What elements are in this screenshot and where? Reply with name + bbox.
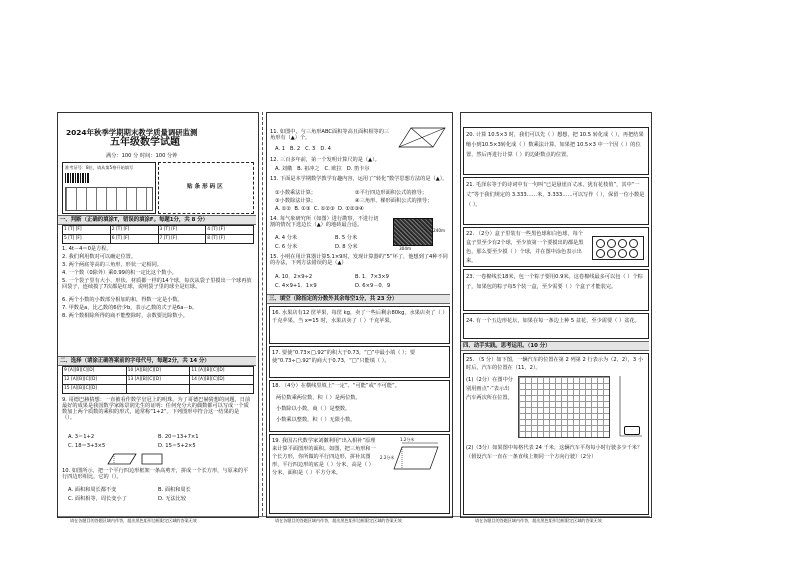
ball-circle[interactable] — [618, 239, 627, 248]
judge-item: 2. 我们利用数对可以确定位置。 — [62, 254, 137, 260]
q15-option-d: D. 6×9－0．9 — [355, 283, 391, 289]
choice-answer-row-3[interactable]: 15 [A][B][C][D] — [62, 384, 254, 394]
question-15: 15. 小明在用计算器计算5.1×9时，发现计算器的“5”坏了，他想到了4种不同的办法，下列方法错误的是（▲） — [270, 254, 448, 266]
q9-option-d: D. 15＝5+2×5 — [158, 443, 196, 449]
q18-answer-box[interactable] — [269, 380, 450, 432]
question-13: 13. 下面是本学期数学教学有趣内容，运用了“转化”数学思想方法的是（▲）。 — [270, 176, 448, 182]
q14-option-c: C. 6 分米 — [275, 244, 298, 250]
sheet2-footer-note: 请在各题目的答题区域内作答，超出黑色矩形边框限定区域的答案无效 — [275, 518, 402, 523]
barcode-area — [158, 162, 254, 214]
ball-circle[interactable] — [629, 249, 638, 258]
question-22: 22. （2分）盒子里装有一些黑色球和白色球，每个盒子里至少有2个球，至少放第一个要摸出的都是黑色，那么要至少摸（ ）个球，并在图中涂色表示出来。 — [466, 231, 584, 264]
q25-part-2: (2)（3分）如果图中每格代表 24 千米，这辆汽车平均每小时行驶多少千米？（假设汽车一直在一条直线上朝同一个方向行驶）（2分） — [466, 445, 643, 460]
q19-answer-box[interactable] — [269, 434, 450, 514]
q18-item-3: 小数乘以整数，积（ ）无限小数。 — [276, 417, 356, 423]
question-14: 14. 每气象研究所（如图）进行勘察，不进行切割的情况下选边长（▲）的地砖最合适。 — [270, 216, 379, 228]
section-fill-header: 三、填空（除指定的分数外其余每空1分，共 23 分） — [267, 294, 450, 304]
q14-photo — [393, 218, 433, 246]
judge-item: 6. 两个小数的小数部分相加的和，得数一定是小数。 — [62, 297, 183, 303]
q24-answer-box[interactable] — [463, 313, 649, 339]
scan-edge-line — [57, 516, 650, 517]
q10-option-b: B. 面积和周长 — [158, 487, 191, 493]
q17-answer-box[interactable] — [269, 346, 450, 378]
q16-answer-box[interactable] — [269, 306, 450, 344]
section-choice-header: 二、选择（请涂正确答案前的字母代号，每题2分，共 14 分） — [58, 356, 256, 366]
judge-item: 3. 两个两底等高的三角形，形状一定相同。 — [62, 262, 162, 268]
section-judge-header: 一、判断（正确的填涂T，错误的填涂F。每题1分，共 8 分） — [58, 215, 256, 225]
q13-item-1: ①小数乘法计算； — [275, 190, 316, 196]
ball-circle[interactable] — [629, 239, 638, 248]
q9-option-a: A. 3＝1+2 — [68, 434, 95, 440]
q13-item-2: ②平行四边形面积公式的推导； — [355, 190, 428, 196]
q12-option-a: A. 刘徽 — [275, 166, 293, 172]
q15-option-b: B. 1．7×3×9 — [355, 274, 389, 280]
q18-item-1: 两位数乘两位数，积（ ）是两位数。 — [276, 395, 361, 401]
q11-options — [275, 146, 331, 152]
q13-options — [275, 206, 364, 212]
q14-photo-height: 240m — [433, 228, 446, 233]
exam-number-grid — [65, 187, 153, 211]
q11-option-d: D. 4 — [320, 146, 331, 152]
exam-subtitle: 五年级数学试题 — [110, 137, 180, 148]
exam-number-barcode — [65, 173, 89, 183]
judge-item: 1. 4t－4＝0是方程。 — [62, 246, 112, 252]
barcode-area-label: 贴 条 形 码 区 — [187, 184, 223, 190]
q20-answer-box[interactable] — [463, 127, 649, 175]
q13-option-a: A. ①② — [275, 206, 292, 212]
q11-figure — [395, 125, 449, 151]
q25-answer-box[interactable] — [463, 353, 649, 515]
ball-circle[interactable] — [596, 239, 605, 248]
sheet1-footer-note: 请在各题目的答题区域内作答，超出黑色矩形边框限定区域的答案无效 — [70, 518, 197, 523]
judge-item: 5. 一个袋子里有大小、形状、材质都一样的14个球，每次从袋子里摸出一个球再放回袋子，连续摸了7次都是红球，说明袋子里的球全是红球。 — [62, 278, 252, 290]
q21-answer-box[interactable] — [463, 177, 649, 225]
q14-option-a: A. 4 分米 — [275, 235, 298, 241]
section-practice-header: 四、动手实践。思考运用。（10 分） — [461, 341, 649, 351]
q25-part-1: (1)（2分）在图中分别用画点“·”表示出汽车两次所在位置。 — [466, 377, 513, 401]
exam-sheet-right — [460, 112, 652, 518]
q13-option-b: B. ①③ — [294, 206, 311, 212]
question-9: 9. 哥德巴赫猜想：一直被看作数学皇冠上的明珠。为了哥德巴赫猜想的问题，日前最好的成果是我国数学家陈景润先生的证明：任何充分大的偶数都可以写成一个质数加上两个质数的乘积的形式，通常称“1+2”。下列图形中符合这一结果的是（）。 — [62, 397, 251, 421]
question-25: 25. （5 分）如下图，一辆汽车的位置在第 2 列第 2 行表示为（2，2），3 小时后，汽车的位置在（11，2）。 — [466, 357, 644, 371]
sheet3-footer-note: 请在各题目的答题区域内作答，超出黑色矩形边框限定区域的答案无效 — [475, 518, 602, 523]
q10-option-c: C. 面积相等，周长变小了 — [68, 496, 127, 502]
exam-title: 2024年秋季学期期末教学质量调研监测 — [66, 128, 198, 137]
question-21: 21. 毛泽东等于的诗词中有一句叫“已是悬崖百丈冰，犹有花枝俏”，其中“一丈”等于我们规定的 3.333……米，3.333……可以写作（ ），保留一位小数是（ ）。 — [466, 182, 645, 208]
q18-item-2: 小数除以小数，商（ ）是整数。 — [276, 406, 351, 412]
q14-option-d: D. 8 分米 — [335, 244, 358, 250]
q19-label-side: 2.2分米 — [380, 455, 395, 460]
judge-item: 7. 甲数是a，比乙数的6倍少b，表示乙数的式子是6a－b。 — [62, 305, 198, 311]
judge-item: 8. 两个数相除所得的商不能整除时，余数要比除数小。 — [62, 313, 188, 319]
car-icon — [624, 426, 640, 435]
q13-item-4: ④三角形、梯形面积公式的推导； — [355, 198, 433, 204]
q13-option-c: C. ①②③ — [313, 206, 335, 212]
q15-option-a: A. 10．2×9÷2 — [275, 274, 313, 280]
question-18: 18. （4分）在横线里填上“一定”、“可能”或“不可能”。 — [272, 383, 400, 389]
exam-meta: 满分：100 分 时间：100 分钟 — [106, 153, 178, 159]
q11-option-c: C. 3 — [305, 146, 316, 152]
q14-option-b: B. 5 分米 — [335, 235, 358, 241]
q22-answer-box[interactable] — [463, 227, 649, 267]
choice-answer-row-1[interactable]: 9 [A][B][C][D] 10 [A][B][C][D] 11 [A][B][C][D] — [62, 366, 254, 376]
q15-option-c: C. 4×9+1．1×9 — [275, 283, 317, 289]
ball-circle[interactable] — [607, 239, 616, 248]
question-16: 16. 水果店有12 筐苹果，每筐 kg，卖了一些后剩余80kg，水果店卖了（ ）千克苹果。当 x=15 时，水果店卖了（ ）千克苹果。 — [272, 310, 445, 324]
question-19: 19. 我国古代数学家刘徽利用“出入相补”原理来计算平面图形的面积。如图，把三角形和一个长方形，你所做的平行四边形，拼补其图形，平行四边形的底是（ ）分米，高是（ ）分米，面积是（ ）平方分米。 — [272, 438, 376, 476]
q13-option-d: D. ①②③④ — [338, 206, 364, 212]
q12-option-d: D. 笛卡尔 — [346, 166, 370, 172]
q23-answer-box[interactable] — [463, 269, 649, 311]
question-10: 10. 如图所示，把一个平行四边形框架一条高剪开，拼成一个长方形，与原来的平行四边形相比，它的（）。 — [62, 468, 249, 480]
ball-circle[interactable] — [618, 249, 627, 258]
q10-option-d: D. 无法比较 — [158, 496, 187, 502]
q22-ball-box — [592, 236, 644, 260]
question-11: 11. 如图中，与三角形ABC面积等高且面积相等的三角形有（▲）个。 — [270, 129, 390, 141]
ball-circle[interactable] — [607, 249, 616, 258]
q12-options — [275, 166, 370, 172]
q9-option-b: B. 20＝13+7×1 — [158, 434, 199, 440]
coordinate-grid[interactable] — [518, 376, 610, 438]
q10-figure — [106, 452, 166, 466]
q11-option-b: B. 2 — [290, 146, 301, 152]
fold-line — [262, 112, 263, 516]
ball-circle[interactable] — [596, 249, 605, 258]
q19-label-top: 1.2分米 — [400, 437, 415, 442]
exam-sheet-left — [57, 112, 259, 518]
q10-option-a: A. 面积和周长都不变 — [68, 487, 117, 493]
question-23: 23. 一卷棉线长18米，包一个粽子要用0.9米。这卷棉线最多可以包（ ）个粽子，如果包的粽子每5个装一盒，至少需要（ ）个盒子才能装完。 — [466, 274, 643, 290]
q14-photo-width: 304m — [399, 246, 412, 251]
q11-option-a: A. 1 — [275, 146, 286, 152]
question-24: 24. 有一个五边形花坛，如果在每一条边上种 5 盆花，至少需要（ ）盆花。 — [466, 318, 640, 324]
judge-answer-row-1[interactable]: 1 [T] [F] 2 [T] [F] 3 [T] [F] 4 [T] [F] — [62, 225, 254, 235]
exam-number-label: 准考证号：8位，请从第5格开始填写 — [65, 165, 134, 170]
q9-option-c: C. 18＝3+3×5 — [68, 443, 106, 449]
judge-answer-row-2[interactable]: 5 [T] [F] 6 [T] [F] 7 [T] [F] 8 [T] [F] — [62, 234, 254, 244]
q13-item-3: ③小数除法计算； — [275, 198, 316, 204]
question-17: 17. 要使“0.73×□.92”的积大于0.73，“□”中最小填（ ）；要使“0.73÷□.92”的商大于0.73，“□”只能填（ ）。 — [272, 350, 416, 364]
question-20: 20. 计算 10.5×3 时，我们可以先（ ）想想，把 10.5 转化成（ ），再把结果缩小到10.5×3转化成（ ）数乘法计算，如果把 10.5×3 中一个因（ ）的位置，然后再进行计算（ ）的边距数点的位置。 — [466, 132, 644, 158]
q12-option-c: C. 欧拉 — [324, 166, 342, 172]
choice-answer-row-2[interactable]: 12 [A][B][C][D] 13 [A][B][C][D] 14 [A][B][C][D] — [62, 375, 254, 385]
q12-option-b: B. 祖冲之 — [297, 166, 320, 172]
question-12: 12. 三百多年前，第一个发明计算尺的是（▲）。 — [270, 157, 380, 163]
exam-sheet-middle — [266, 112, 453, 518]
exam-number-box — [62, 162, 156, 214]
judge-item: 4. 一个数（0除外）乘0.99的积一定比这个数小。 — [62, 270, 177, 276]
